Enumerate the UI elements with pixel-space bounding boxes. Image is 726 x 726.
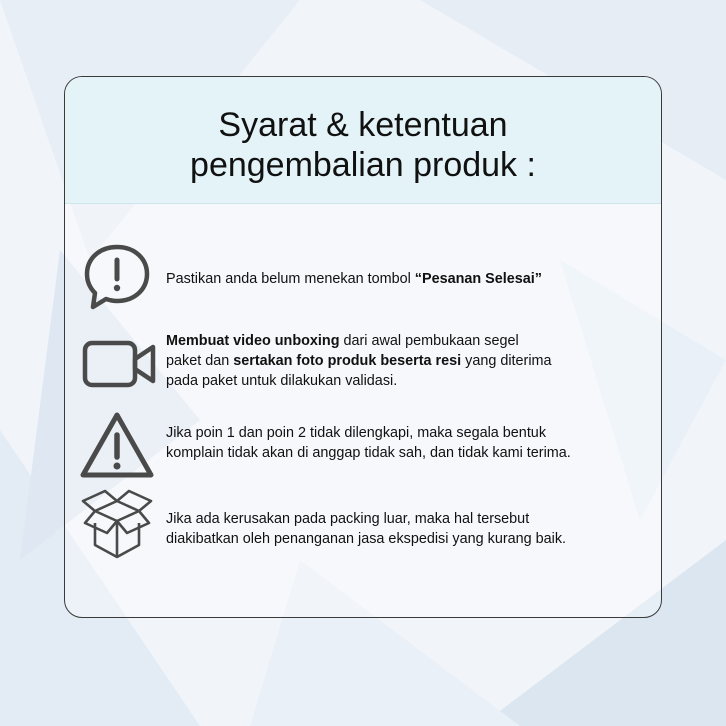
text-line: [166, 371, 646, 391]
open-box-icon: [75, 487, 159, 563]
text-segment: komplain tidak akan di anggap tidak sah, dan tidak kami terima.: [166, 445, 571, 461]
text-line: [166, 529, 646, 549]
text-line: [166, 423, 646, 443]
item-2-text: [166, 331, 646, 391]
text-line: [166, 443, 646, 463]
text-segment: paket dan: [166, 353, 234, 369]
item-3-text: [166, 423, 646, 463]
text-segment: Jika ada kerusakan pada packing luar, maka hal tersebut: [166, 511, 530, 527]
text-line: [166, 269, 646, 289]
bold-text: Membuat video unboxing: [166, 333, 340, 349]
text-segment: diakibatkan oleh penanganan jasa ekspedisi yang kurang baik.: [166, 531, 567, 547]
text-segment: Jika poin 1 dan poin 2 tidak dilengkapi, maka segala bentuk: [166, 425, 547, 441]
text-segment: Pastikan anda belum menekan tombol: [166, 271, 415, 287]
item-4-text: [166, 509, 646, 549]
text-line: [166, 351, 646, 371]
card-header: [65, 77, 661, 204]
text-segment: dari awal pembukaan segel: [339, 333, 519, 349]
text-segment: yang diterima: [461, 353, 552, 369]
alert-chat-icon: [75, 239, 159, 315]
page-title: [65, 77, 661, 185]
item-1-text: [166, 269, 646, 289]
warning-triangle-icon: [75, 407, 159, 483]
bold-text: “Pesanan Selesai”: [414, 271, 542, 287]
text-line: [166, 509, 646, 529]
terms-card: [64, 76, 662, 618]
title-line-2: pengembalian produk :: [190, 146, 536, 184]
bold-text: sertakan foto produk beserta resi: [233, 353, 462, 369]
title-line-1: Syarat & ketentuan: [218, 106, 508, 144]
text-segment: pada paket untuk dilakukan validasi.: [166, 373, 398, 389]
video-camera-icon: [75, 329, 159, 405]
text-line: [166, 331, 646, 351]
